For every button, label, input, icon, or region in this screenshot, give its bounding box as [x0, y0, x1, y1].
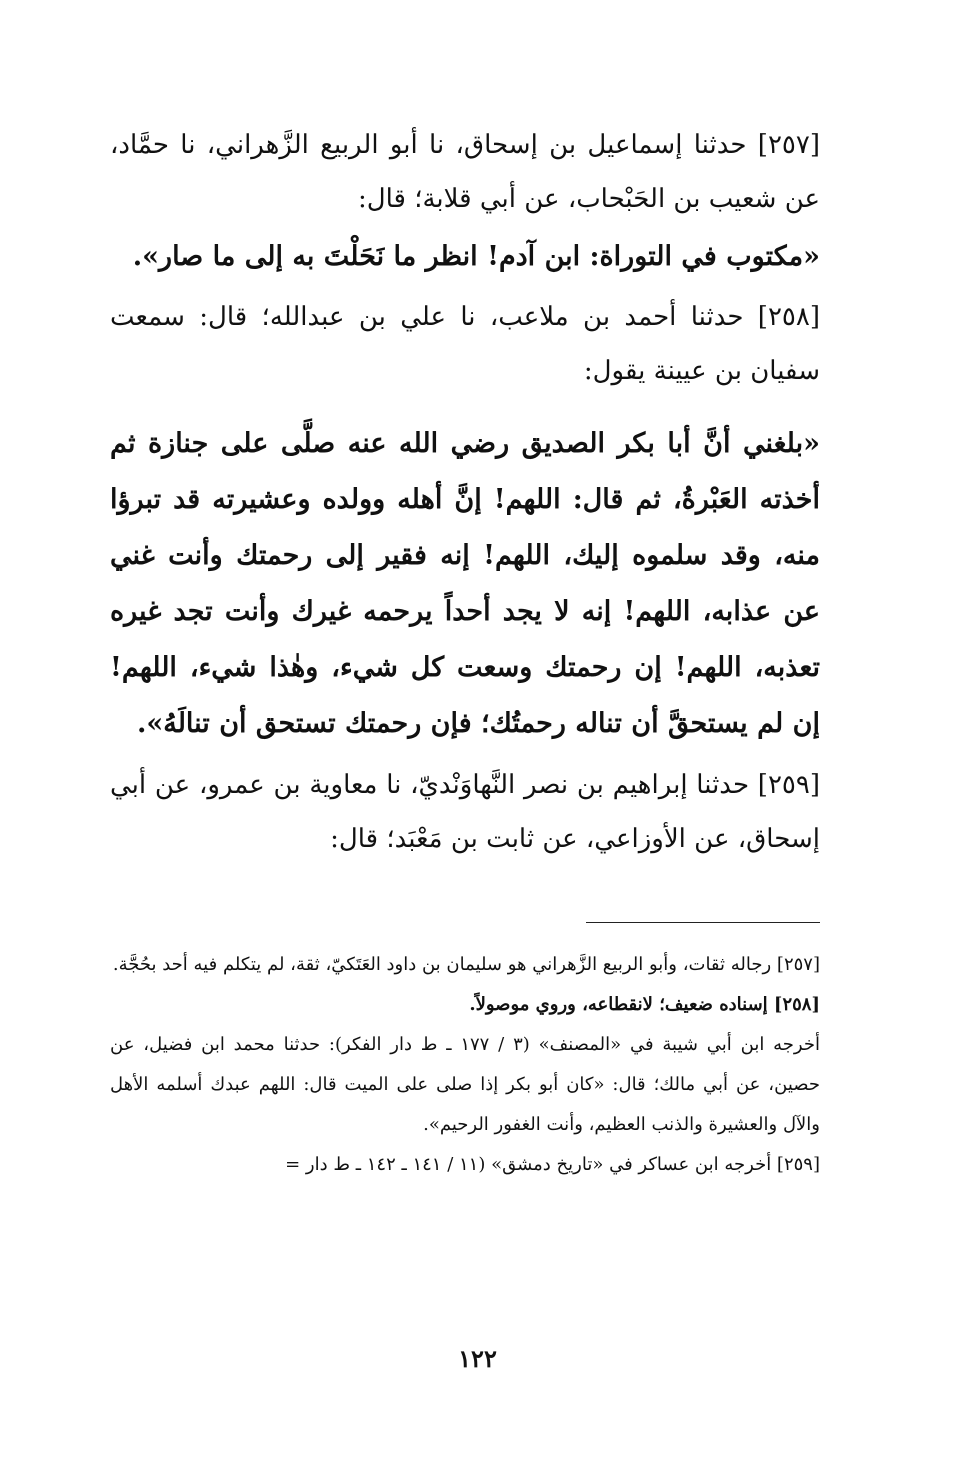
footnote-258-head: [٢٥٨] إسناده ضعيف؛ لانقطاعه، وروي موصولاً. — [469, 994, 820, 1015]
footnotes — [110, 945, 820, 1185]
footnote-separator — [586, 922, 820, 923]
footnote-258-body: أخرجه ابن أبي شيبة في «المصنف» (٣ / ١٧٧ ـ ط دار الفكر): حدثنا محمد ابن فضيل، عن حصين، عن أبي مالك؛ قال: «كان أبو بكر إذا صلى على الميت قال: اللهم عبدك أسلمه الأهل والآل والعشيرة والذنب العظيم، وأنت الغفور الرحيم». — [110, 1034, 820, 1135]
hadith-258-matn: «بلغني أنَّ أبا بكر الصديق رضي الله عنه صلَّى على جنازة ثم أخذته العَبْرةُ، ثم قال: اللهم! إنَّ أهله وولده وعشيرته قد تبرؤا منه، وقد سلموه إليك، اللهم! إنه فقير إلى رحمتك وأنت غني عن عذابه، اللهم! إنه لا يجد أحداً يرحمه غيرك وأنت تجد غيره تعذبه، اللهم! إن رحمتك وسعت كل شيء، وهٰذا شيء، اللهم! إن لم يستحقَّ أن تناله رحمتُك؛ فإن رحمتك تستحق أن تنالَهُ». — [110, 428, 820, 739]
hadith-257-isnad: [٢٥٧] حدثنا إسماعيل بن إسحاق، نا أبو الربيع الزَّهراني، نا حمَّاد، عن شعيب بن الحَبْحاب، عن أبي قلابة؛ قال: — [110, 130, 820, 214]
hadith-259-isnad: [٢٥٩] حدثنا إبراهيم بن نصر النَّهاوَنْديّ، نا معاوية بن عمرو، عن أبي إسحاق، عن الأوزاعي، عن ثابت بن مَعْبَد؛ قال: — [110, 770, 820, 854]
footnote-257: [٢٥٧] رجاله ثقات، وأبو الربيع الزَّهراني هو سليمان بن داود العَتَكيّ، ثقة، لم يتكلم فيه أحد بحُجَّة. — [112, 954, 820, 975]
page-number: ١٢٢ — [458, 1344, 497, 1373]
hadith-258-isnad: [٢٥٨] حدثنا أحمد بن ملاعب، نا علي بن عبدالله؛ قال: سمعت سفيان بن عيينة يقول: — [110, 302, 820, 386]
footnote-259: [٢٥٩] أخرجه ابن عساكر في «تاريخ دمشق» (١١ / ١٤١ ـ ١٤٢ ـ ط دار = — [285, 1154, 820, 1175]
main-text — [110, 118, 820, 866]
hadith-257-matn: «مكتوب في التوراة: ابن آدم! انظر ما نَحَلْتَ به إلى ما صار». — [132, 241, 820, 272]
